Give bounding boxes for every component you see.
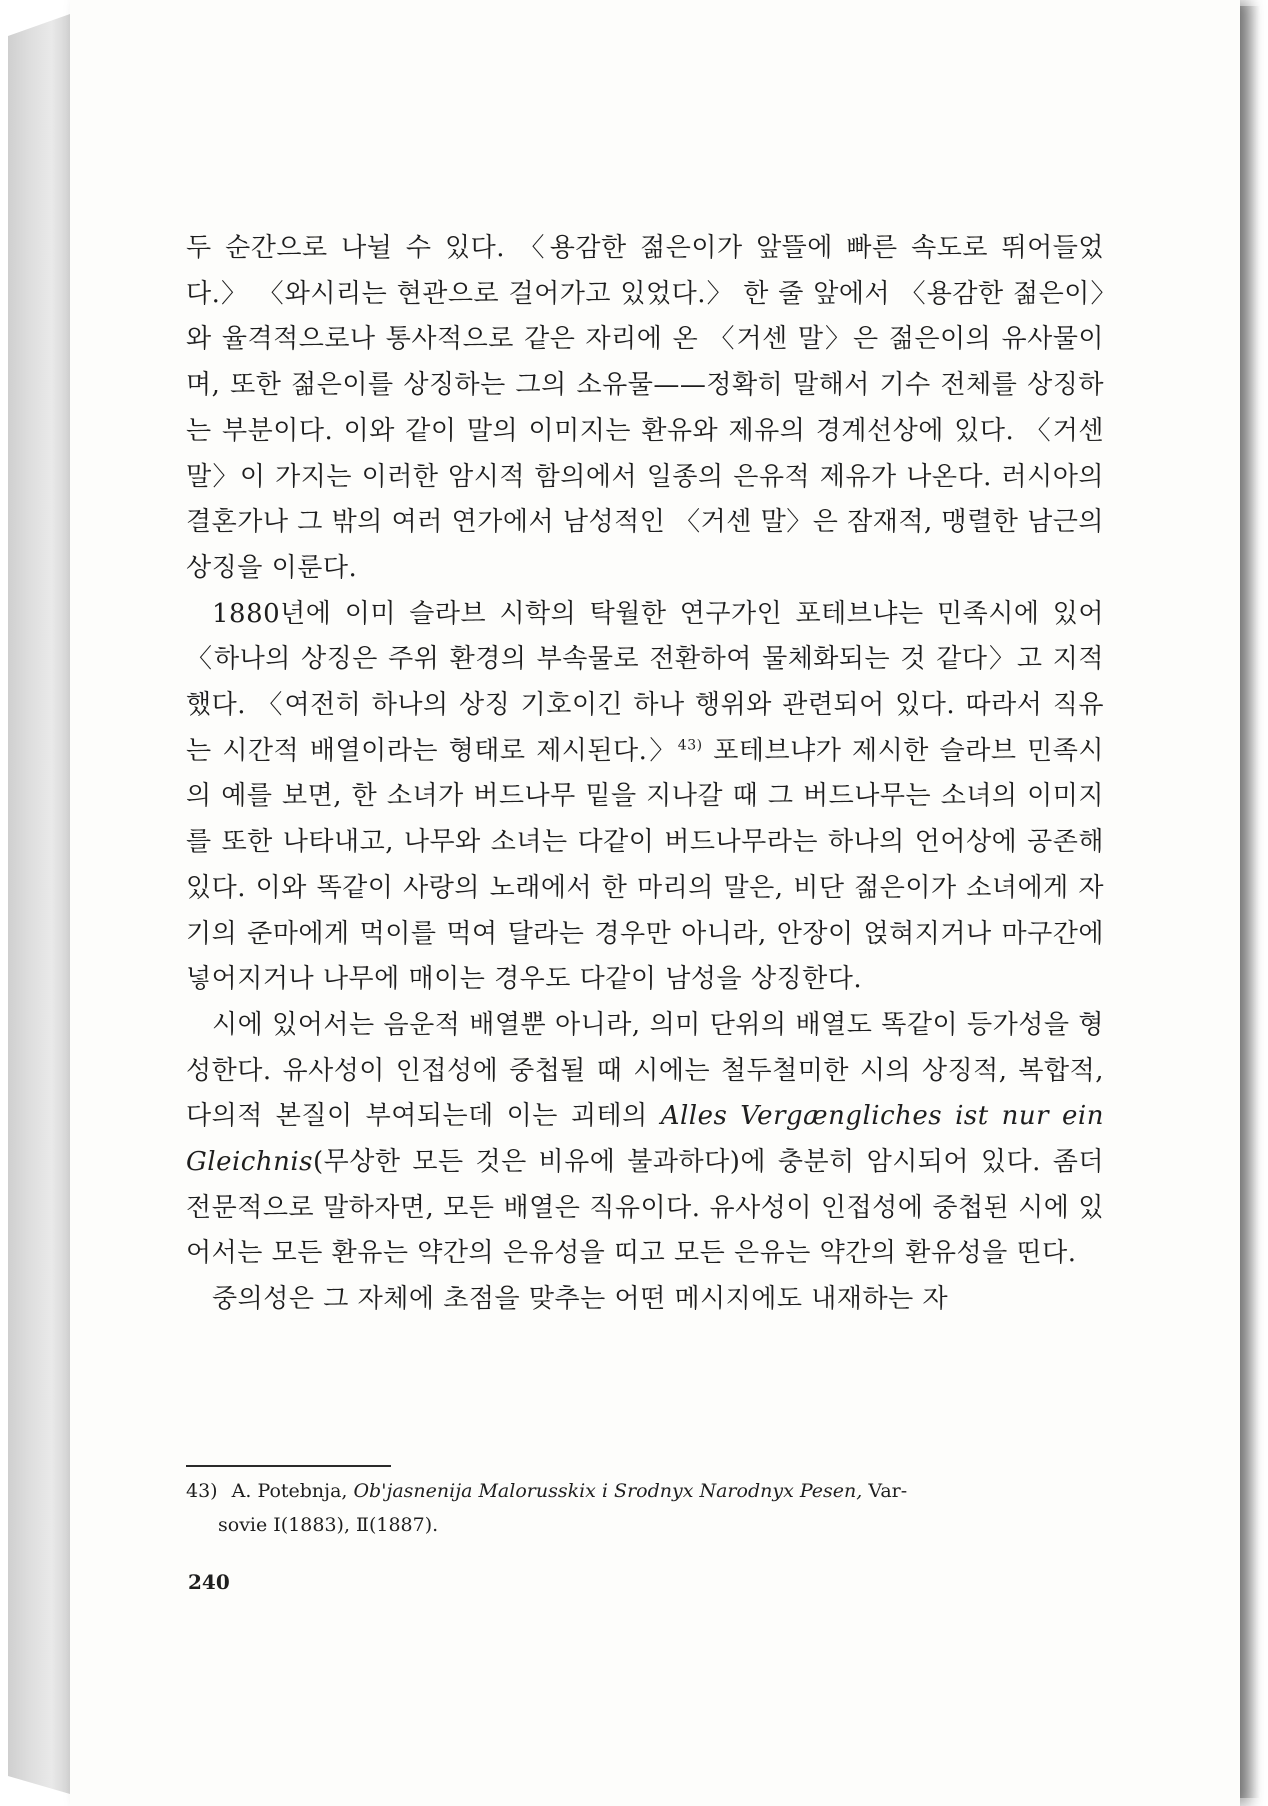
footnote-title: Ob'jasnenija Malorusskix i Srodnyx Narodnyx Pesen, bbox=[353, 1480, 863, 1502]
page-number: 240 bbox=[188, 1570, 230, 1594]
paragraph-4 bbox=[186, 1277, 1104, 1323]
paragraph-2-text-a: 1880년에 이미 슬라브 시학의 탁월한 연구가인 포테브냐는 민족시에 있어 〈하나의 상징은 주위 환경의 부속물로 전환하여 물체화되는 것 같다〉고 지적했다. 〈여전히 하나의 상징 기호이긴 하나 행위와 관련되어 있다. 따라서 직유는 시간적 배열이라는 형태로 제시된다.〉 bbox=[186, 598, 1104, 766]
paragraph-1-text: 두 순간으로 나뉠 수 있다. 〈용감한 젊은이가 앞뜰에 빠른 속도로 뛰어들었다.〉 〈와시리는 현관으로 걸어가고 있었다.〉 한 줄 앞에서 〈용감한 젊은이〉와 율격적으로나 통사적으로 같은 자리에 온 〈거센 말〉은 젊은이의 유사물이며, 또한 젊은이를 상징하는 그의 소유물——정확히 말해서 기수 전체를 상징하는 부분이다. 이와 같이 말의 이미지는 환유와 제유의 경계선상에 있다. 〈거센 말〉이 가지는 이러한 암시적 함의에서 일종의 은유적 제유가 나온다. 러시아의 결혼가나 그 밖의 여러 연가에서 남성적인 〈거센 말〉은 잠재적, 맹렬한 남근의 상징을 이룬다. bbox=[186, 233, 1104, 583]
paragraph-1 bbox=[186, 226, 1104, 592]
paragraph-4-text: 중의성은 그 자체에 초점을 맞추는 어떤 메시지에도 내재하는 자 bbox=[212, 1284, 949, 1315]
page-shadow bbox=[1240, 6, 1260, 1798]
footnote-continuation: Var- bbox=[868, 1480, 908, 1502]
body-text bbox=[186, 226, 1104, 1323]
book-page-edges bbox=[8, 14, 70, 1794]
footnote-number: 43) bbox=[186, 1480, 218, 1502]
footnote-author: A. Potebnja, bbox=[231, 1480, 348, 1502]
footnote-43 bbox=[186, 1474, 1110, 1542]
footnote-divider bbox=[186, 1465, 391, 1467]
paragraph-2-text-b: 포테브냐가 제시한 슬라브 민족시의 예를 보면, 한 소녀가 버드나무 밑을 지나갈 때 그 버드나무는 소녀의 이미지를 또한 나타내고, 나무와 소녀는 다같이 버드나무라는 하나의 언어상에 공존해 있다. 이와 똑같이 사랑의 노래에서 한 마리의 말은, 비단 젊은이가 소녀에게 자기의 준마에게 먹이를 먹여 달라는 경우만 아니라, 안장이 얹혀지거나 마구간에 넣어지거나 나무에 매이는 경우도 다같이 남성을 상징한다. bbox=[186, 735, 1105, 995]
paragraph-3 bbox=[186, 1003, 1104, 1277]
footnote-ref-43: 43) bbox=[677, 737, 703, 754]
goethe-quote: Alles Vergængliches ist nur ein Gleichnis bbox=[186, 1101, 1104, 1178]
paragraph-2 bbox=[186, 592, 1104, 1003]
paragraph-3-text-a: 시에 있어서는 음운적 배열뿐 아니라, 의미 단위의 배열도 똑같이 등가성을 형성한다. 유사성이 인접성에 중첩될 때 시에는 철두철미한 시의 상징적, 복합적, 다의적 본질이 부여되는데 이는 괴테의 bbox=[186, 1009, 1104, 1132]
paragraph-3-text-b: (무상한 모든 것은 비유에 불과하다)에 충분히 암시되어 있다. 좀더 전문적으로 말하자면, 모든 배열은 직유이다. 유사성이 인접성에 중첩된 시에 있어서는 모든 환유는 약간의 은유성을 띠고 모든 은유는 약간의 환유성을 띤다. bbox=[186, 1147, 1104, 1269]
footnote-line-2: sovie Ⅰ(1883), Ⅱ(1887). bbox=[218, 1514, 439, 1536]
footnote-line-1 bbox=[186, 1474, 1110, 1508]
